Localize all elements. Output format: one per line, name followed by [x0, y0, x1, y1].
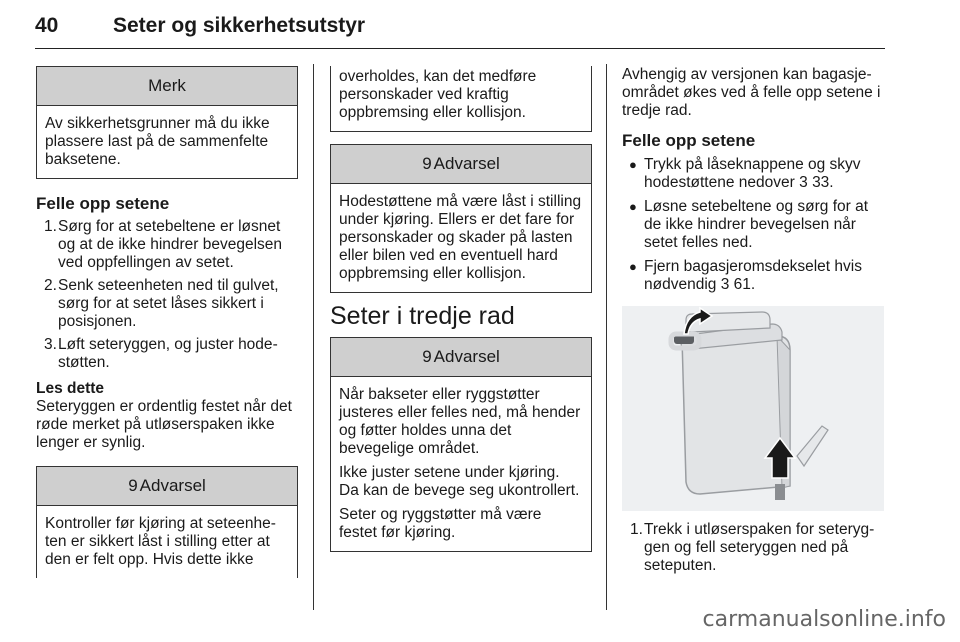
- column-3: [622, 66, 887, 575]
- final-steps-list: [622, 521, 887, 575]
- intro-paragraph: Avhengig av versjonen kan bagasjeområdet økes ved å felle opp setene i tredje rad.: [622, 66, 881, 119]
- step-text: Løft seteryggen, og juster hodestøtten.: [58, 336, 278, 371]
- seat-illustration: [622, 306, 884, 511]
- warning-box-2-title: [331, 145, 591, 184]
- step-number: 3.: [44, 336, 57, 353]
- warning-continued-text: overholdes, kan det medføre personskader ved kraftig oppbremsing eller kollisjon.: [339, 68, 537, 121]
- bullet-text: Trykk på låseknappene og skyv hodestøttene nedover: [644, 156, 861, 191]
- section-title-felle-opp-2: Felle opp setene: [622, 131, 756, 150]
- warning-icon: 9: [422, 347, 432, 366]
- merk-box: [36, 66, 298, 179]
- warning-title: Advarsel: [433, 347, 500, 366]
- page-reference: 61.: [733, 276, 756, 293]
- warning-box-1: [36, 466, 298, 578]
- watermark: carmanualsonline.info: [702, 607, 946, 632]
- step-text: Trekk i utløserspaken for seteryggen og fell seteryggen ned på seteputen.: [644, 521, 875, 574]
- page-reference: 33.: [812, 174, 834, 191]
- step-number: 2.: [44, 277, 57, 294]
- warning-title: Advarsel: [433, 154, 500, 173]
- bullet-icon: ●: [629, 157, 637, 172]
- page-ref-arrow-icon: 3: [799, 174, 808, 191]
- seat-illustration-svg: [622, 306, 884, 511]
- bullet-text: Fjern bagasjeromsdekselet hvis nødvendig: [644, 258, 862, 293]
- warning-box-2-text: Hodestøttene må være låst i stilling under kjøring. Ellers er det fare for personskader og skader på lasten eller bilen ved en eventuell hard oppbremsing eller kollisjon.: [339, 193, 582, 282]
- note-text: Seteryggen er ordentlig festet når det røde merket på utløserspaken ikke lenger er synlig.: [36, 398, 292, 451]
- warning-box-2: [330, 144, 592, 293]
- warning-box-3-title: [331, 338, 591, 377]
- warning-box-1-title: [37, 467, 297, 506]
- warning-box-3-paragraph: Ikke juster setene under kjøring. Da kan de bevege seg ukontrollert.: [339, 464, 580, 499]
- page-header: [35, 8, 885, 49]
- column-divider-left: [313, 64, 314, 610]
- note-title: Les dette: [36, 380, 105, 397]
- step-item: [36, 277, 298, 331]
- bullet-icon: ●: [629, 199, 637, 214]
- step-text: Senk seteenheten ned til gulvet, sørg for at setet låses sikkert i posisjonen.: [58, 277, 279, 330]
- page-number: 40: [35, 14, 59, 37]
- warning-box-1-continued: [330, 66, 592, 132]
- column-divider-right: [606, 64, 607, 610]
- step-item: [622, 521, 887, 575]
- bullet-list: [622, 156, 887, 294]
- section-title-felle-opp: Felle opp setene: [36, 194, 170, 213]
- warning-box-3-paragraph: Seter og ryggstøtter må være festet før kjøring.: [339, 506, 542, 541]
- column-2: [330, 66, 592, 552]
- warning-icon: 9: [422, 154, 432, 173]
- step-number: 1.: [630, 521, 643, 538]
- merk-box-title: Merk: [37, 67, 297, 106]
- column-1: [36, 66, 298, 578]
- page-ref-arrow-icon: 3: [720, 276, 730, 293]
- warning-title: Advarsel: [139, 476, 206, 495]
- merk-box-text: Av sikkerhetsgrunner må du ikke plassere last på de sammenfelte baksetene.: [45, 115, 270, 168]
- bullet-item: [622, 258, 887, 294]
- step-text: Sørg for at setebeltene er løsnet og at de ikke hindrer bevegelsen ved oppfellingen av setet.: [58, 218, 283, 271]
- section-title-tredje-rad: Seter i tredje rad: [330, 302, 515, 330]
- step-number: 1.: [44, 218, 57, 235]
- step-item: [36, 218, 298, 272]
- warning-box-3-paragraph: Når bakseter eller ryggstøtter justeres eller felles ned, må hender og føtter holdes unna det bevegelige området.: [339, 386, 581, 457]
- running-title: Seter og sikkerhetsutstyr: [113, 14, 366, 37]
- bullet-text: Løsne setebeltene og sørg for at de ikke hindrer bevegelsen når setet felles ned.: [644, 198, 869, 251]
- bullet-item: [622, 198, 887, 252]
- step-item: [36, 336, 298, 372]
- steps-list: [36, 218, 298, 372]
- bullet-item: [622, 156, 887, 192]
- warning-box-3: [330, 337, 592, 552]
- bullet-icon: ●: [629, 259, 637, 274]
- warning-icon: 9: [128, 476, 138, 495]
- warning-box-1-text: Kontroller før kjøring at seteenheten er sikkert låst i stilling etter at den er felt opp. Hvis dette ikke: [45, 515, 276, 568]
